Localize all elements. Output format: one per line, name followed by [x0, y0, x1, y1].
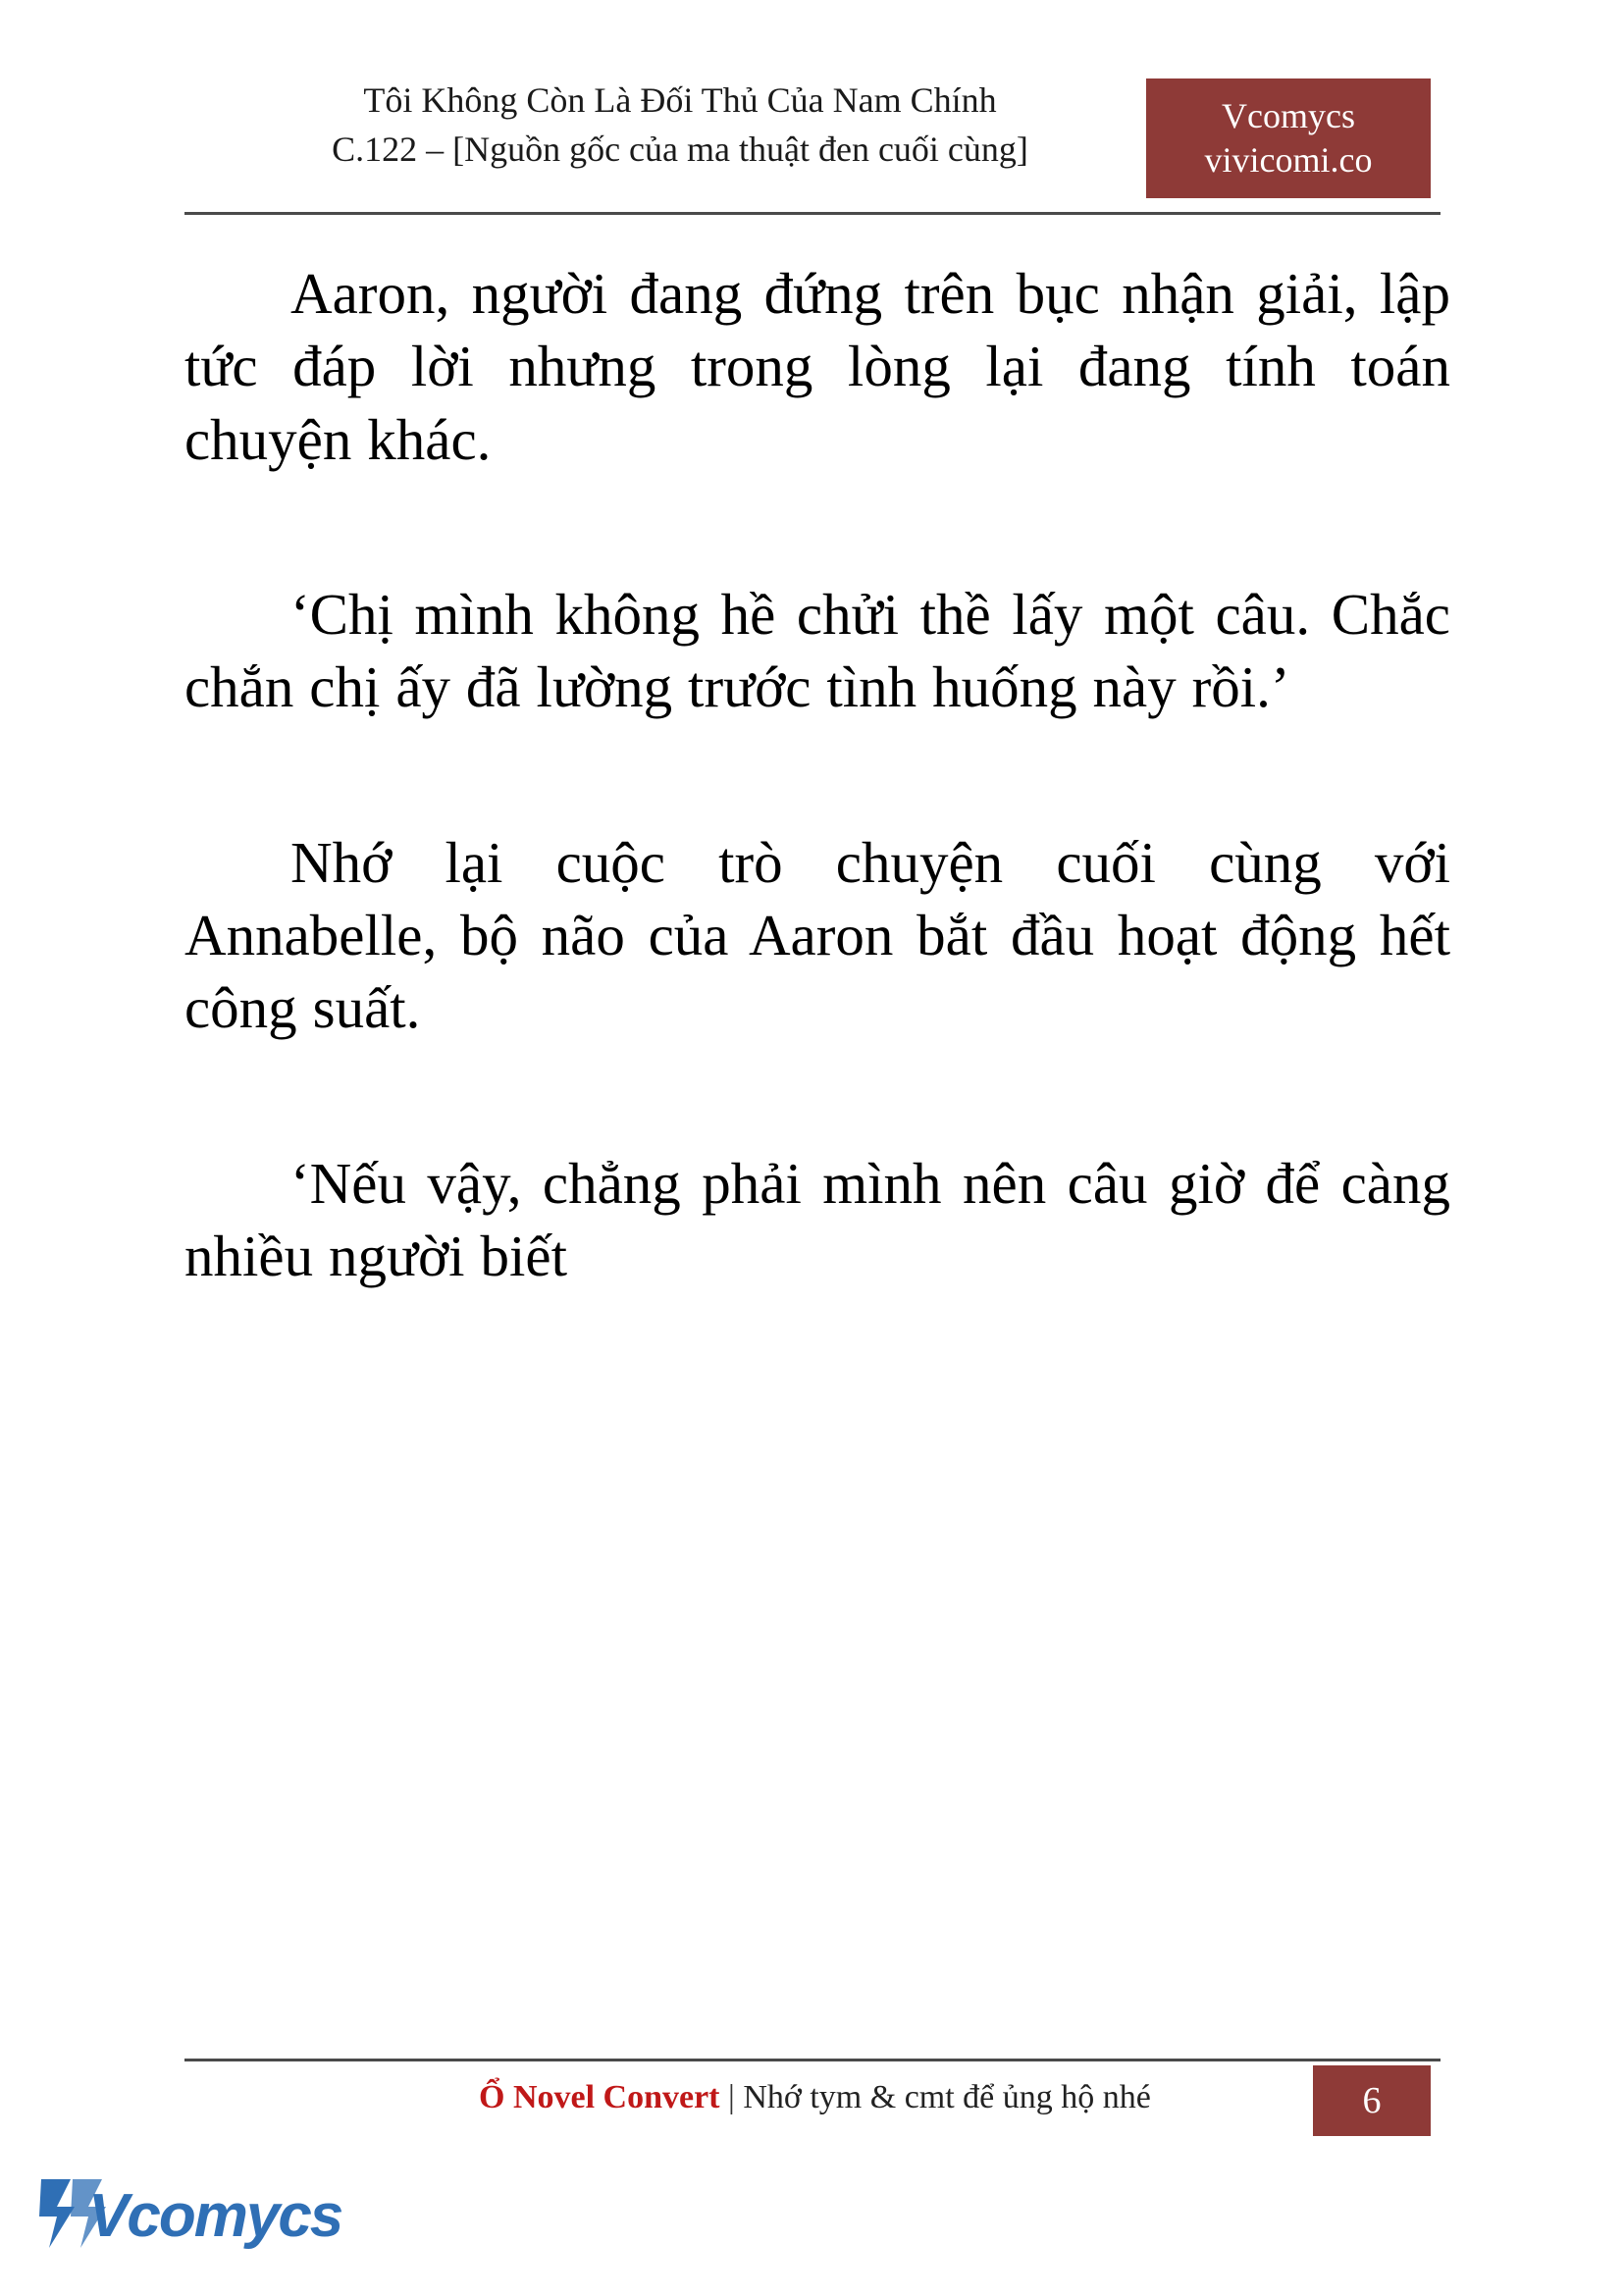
- page-footer: [184, 2059, 1441, 2140]
- header-title: [184, 77, 1176, 174]
- header-badge-url: vivicomi.co: [1204, 140, 1373, 180]
- header-site-badge: [1146, 78, 1431, 198]
- paragraph: ‘Chị mình không hề chửi thề lấy một câu. Chắc chắn chị ấy đã lường trước tình huống này rồi.’: [184, 581, 1450, 720]
- paragraph: Nhớ lại cuộc trò chuyện cuối cùng với Annabelle, bộ não của Aaron bắt đầu hoạt động hết công suất.: [184, 829, 1450, 1041]
- watermark-text: Vcomycs: [88, 2182, 342, 2250]
- header-badge-name: Vcomycs: [1222, 96, 1355, 135]
- footer-note: Nhớ tym & cmt để ủng hộ nhé: [743, 2079, 1151, 2115]
- watermark-logo: [37, 2158, 342, 2266]
- page-header: [184, 77, 1441, 215]
- header-title-line-1: Tôi Không Còn Là Đối Thủ Của Nam Chính: [363, 80, 997, 120]
- page-content: [184, 257, 1450, 1292]
- header-title-line-2: C.122 – [Nguồn gốc của ma thuật đen cuối cùng]: [332, 129, 1028, 169]
- page-number: 6: [1313, 2065, 1431, 2136]
- paragraph: Aaron, người đang đứng trên bục nhận giải, lập tức đáp lời nhưng trong lòng lại đang tính toán chuyện khác.: [184, 261, 1450, 472]
- footer-separator: |: [719, 2079, 744, 2115]
- footer-brand: Ổ Novel Convert: [479, 2079, 720, 2115]
- paragraph: ‘Nếu vậy, chẳng phải mình nên câu giờ để càng nhiều người biết: [184, 1150, 1450, 1288]
